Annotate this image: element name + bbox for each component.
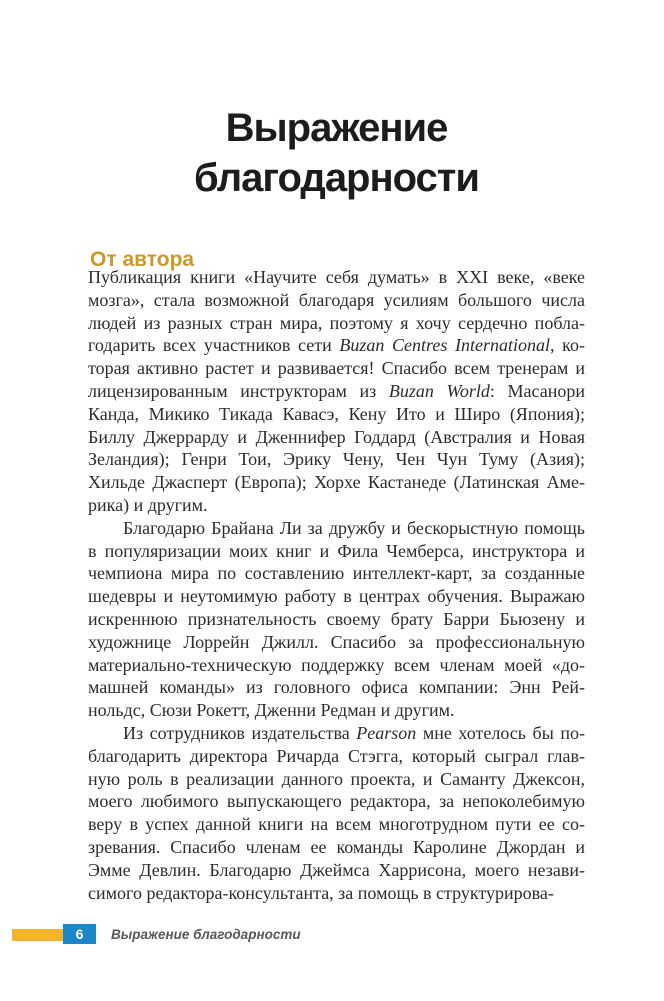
text-line: материально-техническую поддержку всем членам моей «до-: [88, 654, 585, 675]
section-heading: От автора: [90, 248, 195, 272]
text-line: Биллу Джеррарду и Дженнифер Годдард (Австралия и Новая: [88, 426, 585, 447]
paragraph: [88, 517, 585, 722]
running-title: Выражение благодарности: [111, 927, 301, 942]
text-line: Благодарю Брайана Ли за дружбу и бескорыстную помощь: [123, 517, 585, 538]
text-line: мозга», стала возможной благодаря усилиям большого числа: [88, 289, 585, 310]
paragraph: [88, 266, 585, 517]
page-number-badge: 6: [63, 924, 96, 944]
text-line: благодарить директора Ричарда Стэгга, который сыграл глав-: [88, 745, 585, 766]
body-paragraphs: [88, 266, 585, 904]
text-line: лицензированным инструкторам из Buzan World: Масанори: [88, 380, 585, 401]
text-line: Публикация книги «Научите себя думать» в XXI веке, «веке: [88, 267, 585, 287]
text-line: зревания. Спасибо членам ее команды Каролине Джордан и: [88, 836, 585, 857]
text-line: Из сотрудников издательства Pearson мне хотелось бы по-: [123, 722, 585, 743]
text-line: нольдс, Сюзи Рокетт, Дженни Редман и другим.: [88, 700, 455, 721]
text-line: Эмме Девлин. Благодарю Джеймса Харрисона, моего незави-: [88, 859, 585, 880]
chapter-title: [88, 103, 585, 203]
text-line: чемпиона мира по составлению интеллект-карт, за созданные: [88, 563, 585, 584]
chapter-title-line-2: благодарности: [194, 155, 479, 200]
text-line: веру в успех данной книги на всем многотрудном пути ее со-: [88, 814, 585, 835]
text-line: людей из разных стран мира, поэтому я хочу сердечно побла-: [88, 312, 585, 333]
text-line: торая активно растет и развивается! Спасибо всем тренерам и: [88, 358, 585, 379]
text-line: художнице Лоррейн Джилл. Спасибо за профессиональную: [88, 631, 585, 652]
text-line: Канда, Микико Тикада Кавасэ, Кену Ито и Широ (Япония);: [88, 403, 585, 424]
text-line: симого редактора-консультанта, за помощь в структурирова-: [88, 882, 554, 903]
text-line: рика) и другим.: [88, 494, 208, 515]
text-line: ную роль в реализации данного проекта, и Саманту Джексон,: [88, 768, 585, 789]
chapter-title-line-1: Выражение: [225, 105, 448, 150]
text-line: Хильде Джасперт (Европа); Хорхе Кастанеде (Латинская Аме-: [88, 472, 585, 493]
text-line: моего любимого выпускающего редактора, за непоколебимую: [88, 791, 585, 812]
footer-accent-bar: [12, 929, 64, 941]
text-line: машней команды» из головного офиса компании: Энн Рей-: [88, 677, 585, 698]
paragraph: [88, 722, 585, 904]
text-line: шедевры и неутомимую работу в центрах обучения. Выражаю: [88, 586, 585, 607]
text-line: искреннюю признательность своему брату Барри Бьюзену и: [88, 608, 585, 629]
text-line: Зеландия); Генри Тои, Эрику Чену, Чен Чун Туму (Азия);: [88, 449, 585, 470]
text-line: годарить всех участников сети Buzan Centres International, ко-: [88, 335, 585, 356]
text-line: в популяризации моих книг и Фила Чемберса, инструктора и: [88, 540, 585, 561]
